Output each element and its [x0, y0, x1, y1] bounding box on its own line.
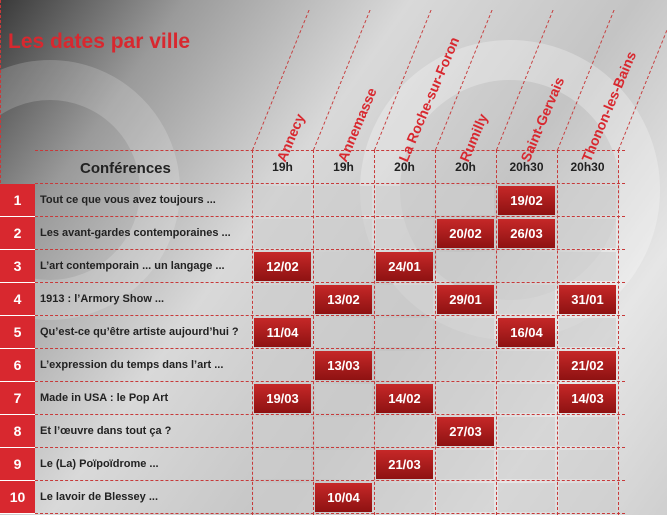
- conference-title: Le lavoir de Blessey ...: [40, 491, 159, 503]
- row-number: 6: [0, 349, 35, 382]
- row-number: 9: [0, 448, 35, 481]
- empty-cell: [254, 483, 311, 512]
- date-cell: 24/01: [376, 252, 433, 281]
- city-time: 20h30: [570, 160, 605, 174]
- empty-cell: [254, 186, 311, 215]
- row-number: 3: [0, 250, 35, 283]
- empty-cell: [315, 318, 372, 347]
- table-row: [0, 283, 667, 316]
- row-number: 1: [0, 184, 35, 217]
- date-cell: 14/03: [559, 384, 616, 413]
- table-row: [0, 448, 667, 481]
- row-number: 5: [0, 316, 35, 349]
- empty-cell: [437, 483, 494, 512]
- city-name-rumilly: Rumilly: [456, 111, 491, 164]
- table-row: [0, 316, 667, 349]
- conference-title: Et l’œuvre dans tout ça ?: [40, 425, 172, 437]
- conference-title: Les avant-gardes contemporaines ...: [40, 227, 231, 239]
- empty-cell: [376, 285, 433, 314]
- table-row: [0, 382, 667, 415]
- empty-cell: [315, 186, 372, 215]
- empty-cell: [315, 384, 372, 413]
- table-row: [0, 250, 667, 283]
- city-time: 20h: [455, 160, 476, 174]
- empty-cell: [376, 483, 433, 512]
- empty-cell: [254, 351, 311, 380]
- empty-cell: [559, 252, 616, 281]
- empty-cell: [559, 318, 616, 347]
- empty-cell: [376, 219, 433, 248]
- conferences-header: Conférences: [80, 160, 171, 177]
- empty-cell: [437, 450, 494, 479]
- empty-cell: [559, 483, 616, 512]
- table-row: [0, 184, 667, 217]
- city-name-la-roche-sur-foron: La Roche-sur-Foron: [395, 34, 463, 164]
- date-cell: 13/02: [315, 285, 372, 314]
- city-time: 19h: [272, 160, 293, 174]
- date-cell: 19/02: [498, 186, 555, 215]
- empty-cell: [254, 285, 311, 314]
- empty-cell: [254, 219, 311, 248]
- empty-cell: [376, 351, 433, 380]
- row-number: 10: [0, 481, 35, 514]
- date-cell: 29/01: [437, 285, 494, 314]
- date-cell: 21/02: [559, 351, 616, 380]
- date-cell: 12/02: [254, 252, 311, 281]
- empty-cell: [498, 450, 555, 479]
- city-name-saint-gervais: Saint-Gervais: [517, 74, 568, 164]
- table-row: [0, 217, 667, 250]
- date-cell: 11/04: [254, 318, 311, 347]
- empty-cell: [437, 318, 494, 347]
- date-cell: 10/04: [315, 483, 372, 512]
- city-time: 19h: [333, 160, 354, 174]
- row-number: 4: [0, 283, 35, 316]
- city-name-thonon-les-bains: Thonon-les-Bains: [578, 48, 640, 164]
- conference-title: Qu’est-ce qu’être artiste aujourd’hui ?: [40, 326, 239, 338]
- date-cell: 13/03: [315, 351, 372, 380]
- empty-cell: [315, 450, 372, 479]
- conference-title: Tout ce que vous avez toujours ...: [40, 194, 216, 206]
- empty-cell: [437, 186, 494, 215]
- row-divider: [35, 513, 625, 514]
- conference-title: 1913 : l’Armory Show ...: [40, 293, 165, 305]
- date-cell: 26/03: [498, 219, 555, 248]
- empty-cell: [315, 252, 372, 281]
- table-row: [0, 415, 667, 448]
- empty-cell: [437, 351, 494, 380]
- empty-cell: [254, 417, 311, 446]
- empty-cell: [376, 417, 433, 446]
- page-title: Les dates par ville: [8, 30, 191, 53]
- conference-title: L’expression du temps dans l’art ...: [40, 359, 224, 371]
- conference-title: Le (La) Poïpoïdrome ...: [40, 458, 159, 470]
- empty-cell: [437, 252, 494, 281]
- conference-title: L’art contemporain ... un langage ...: [40, 260, 225, 272]
- empty-cell: [315, 417, 372, 446]
- empty-cell: [498, 351, 555, 380]
- date-cell: 20/02: [437, 219, 494, 248]
- empty-cell: [498, 252, 555, 281]
- city-name-annemasse: Annemasse: [334, 85, 380, 164]
- date-cell: 14/02: [376, 384, 433, 413]
- empty-cell: [498, 483, 555, 512]
- empty-cell: [376, 186, 433, 215]
- empty-cell: [559, 219, 616, 248]
- table-row: [0, 349, 667, 382]
- date-cell: 19/03: [254, 384, 311, 413]
- conference-title: Made in USA : le Pop Art: [40, 392, 169, 404]
- empty-cell: [498, 285, 555, 314]
- empty-cell: [559, 186, 616, 215]
- city-time: 20h30: [509, 160, 544, 174]
- empty-cell: [437, 384, 494, 413]
- empty-cell: [376, 318, 433, 347]
- empty-cell: [559, 450, 616, 479]
- table-row: [0, 481, 667, 514]
- empty-cell: [254, 450, 311, 479]
- date-cell: 21/03: [376, 450, 433, 479]
- empty-cell: [315, 219, 372, 248]
- row-number: 7: [0, 382, 35, 415]
- empty-cell: [559, 417, 616, 446]
- empty-cell: [498, 384, 555, 413]
- empty-cell: [498, 417, 555, 446]
- left-divider: [0, 0, 1, 183]
- row-number: 8: [0, 415, 35, 448]
- date-cell: 16/04: [498, 318, 555, 347]
- city-name-annecy: Annecy: [273, 111, 308, 164]
- city-time: 20h: [394, 160, 415, 174]
- row-number: 2: [0, 217, 35, 250]
- date-cell: 31/01: [559, 285, 616, 314]
- date-cell: 27/03: [437, 417, 494, 446]
